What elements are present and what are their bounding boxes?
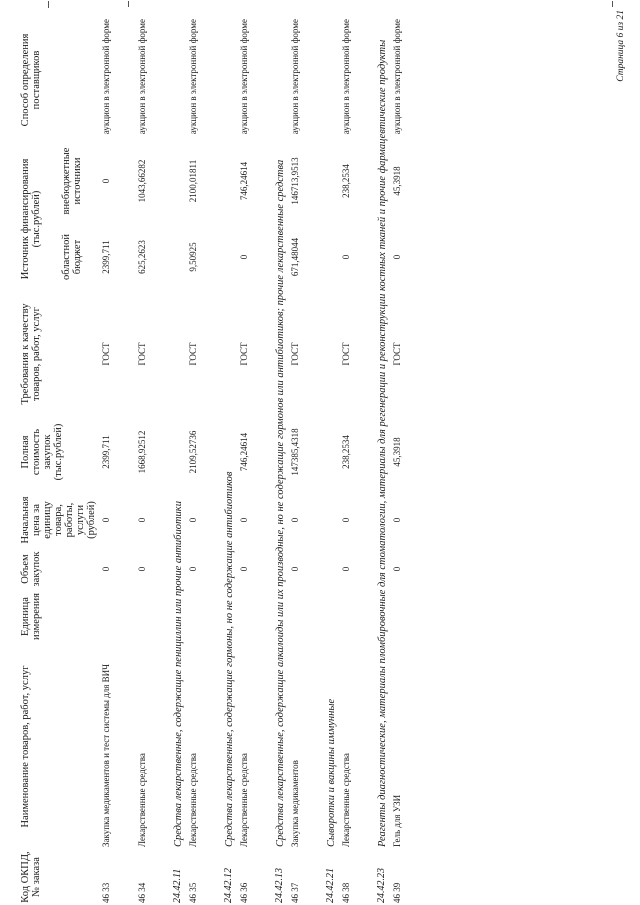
row-extra: 1043,66282 — [137, 159, 147, 203]
group-title: Сыворотки и вакцины иммунные — [326, 698, 337, 847]
row-volume: 0 — [392, 566, 402, 572]
row-req: ГОСТ — [239, 342, 249, 366]
row-code: 46 38 — [341, 882, 351, 903]
row-budget: 0 — [239, 254, 249, 260]
group-row — [324, 17, 339, 905]
row-method: аукцион в электронной форме — [341, 19, 351, 135]
row-method: аукцион в электронной форме — [290, 19, 300, 135]
row-volume: 0 — [137, 566, 147, 572]
header-volume: Объем закупок — [20, 551, 42, 587]
header-total: Полная стоимость закупок (тыс.рублей) — [20, 423, 64, 481]
row-name: Гель для УЗИ — [392, 794, 402, 847]
header-method: Способ определения поставщиков — [20, 33, 42, 127]
row-budget: 9,50925 — [188, 242, 198, 272]
row-extra: 238,2534 — [341, 164, 351, 198]
group-title: Средства лекарственные, содержащие алкалоиды или их производные, но не содержащие гормонов или антибиотиков; прочие лекарственные средства — [275, 159, 286, 847]
group-title: Средства лекарственные, содержащие пенициллин или прочие антибиотики — [173, 501, 184, 847]
row-req: ГОСТ — [392, 342, 402, 366]
row-method: аукцион в электронной форме — [188, 19, 198, 135]
row-unit — [339, 589, 375, 644]
row-budget: 0 — [392, 254, 402, 260]
row-price: 0 — [341, 517, 351, 523]
row-req: ГОСТ — [137, 342, 147, 366]
group-row — [273, 17, 288, 905]
row-total: 238,2534 — [341, 435, 351, 469]
row-code: 46 35 — [188, 882, 198, 903]
group-code: 24.42.11 — [172, 868, 183, 903]
row-total: 147385,4318 — [290, 428, 300, 476]
table-row — [135, 17, 171, 905]
header-extra: внебюджетные источники — [60, 147, 83, 215]
row-price: 0 — [290, 517, 300, 523]
group-code: 24.42.13 — [274, 868, 285, 903]
row-price: 0 — [188, 517, 198, 523]
table-row — [339, 17, 375, 905]
row-name: Лекарственные средства — [188, 753, 198, 847]
page-number: Страница 6 из 21 — [616, 10, 626, 82]
table-header — [18, 17, 99, 905]
row-unit — [186, 589, 222, 644]
header-unit-price: Начальная цена за единицу товара, работы, услуги (рублей) — [20, 496, 97, 544]
row-req: ГОСТ — [188, 342, 198, 366]
group-code: 24.42.23 — [376, 868, 387, 903]
group-title: Средства лекарственные, содержащие гормоны, но не содержащие антибиотиков — [224, 471, 235, 847]
row-total: 2399,711 — [101, 435, 111, 469]
row-unit — [237, 589, 273, 644]
row-req: ГОСТ — [290, 342, 300, 366]
row-unit — [99, 589, 135, 644]
group-code: 24.42.12 — [223, 868, 234, 903]
row-unit — [288, 589, 324, 644]
row-method: аукцион в электронной форме — [392, 19, 402, 135]
row-code: 46 37 — [290, 882, 300, 903]
row-volume: 0 — [239, 566, 249, 572]
row-extra: 2100,01811 — [188, 159, 198, 203]
header-unit: Единица измерения — [20, 593, 42, 640]
row-volume: 0 — [290, 566, 300, 572]
row-method: аукцион в электронной форме — [101, 19, 111, 135]
table-row — [99, 17, 135, 905]
header-budget: областной бюджет — [60, 234, 83, 280]
row-volume: 0 — [101, 566, 111, 572]
row-total: 1668,92512 — [137, 430, 147, 474]
header-requirements: Требования к качеству товаров, работ, услуг — [20, 303, 42, 405]
row-price: 0 — [392, 517, 402, 523]
row-budget: 2399,711 — [101, 240, 111, 274]
group-title: Реагенты диагностические, материалы пломбировочные для стоматологии, материалы для регенерации и реконструкции костных тканей и прочие фармацевтические продукты — [377, 39, 388, 847]
row-code: 46 33 — [101, 882, 111, 903]
group-row — [222, 17, 237, 905]
header-code: Код ОКПД, № заказа — [20, 851, 42, 903]
table-row — [390, 17, 426, 905]
row-price: 0 — [239, 517, 249, 523]
group-row — [171, 17, 186, 905]
row-volume: 0 — [188, 566, 198, 572]
row-code: 46 34 — [137, 882, 147, 903]
row-extra: 746,24614 — [239, 161, 249, 201]
row-unit — [135, 589, 171, 644]
row-price: 0 — [137, 517, 147, 523]
group-code: 24.42.21 — [325, 868, 336, 903]
row-name: Лекарственные средства — [341, 753, 351, 847]
row-extra: 0 — [101, 178, 111, 184]
table-row — [186, 17, 222, 905]
row-budget: 671,48044 — [290, 237, 300, 277]
row-name: Закупка медикаментов и тест системы для ВИЧ — [101, 664, 111, 847]
row-budget: 625,2623 — [137, 240, 147, 274]
row-extra: 45,3918 — [392, 166, 402, 196]
row-code: 46 39 — [392, 882, 402, 903]
row-name: Закупка медикаментов — [290, 760, 300, 847]
row-price: 0 — [101, 517, 111, 523]
row-req: ГОСТ — [341, 342, 351, 366]
row-volume: 0 — [341, 566, 351, 572]
row-method: аукцион в электронной форме — [137, 19, 147, 135]
procurement-table — [18, 17, 426, 905]
table-row — [237, 17, 273, 905]
row-req: ГОСТ — [101, 342, 111, 366]
row-unit — [390, 589, 426, 644]
row-method: аукцион в электронной форме — [239, 19, 249, 135]
table-row — [288, 17, 324, 905]
header-funding: Источник финансирования (тыс.рублей) — [20, 158, 42, 280]
row-extra: 146713,9513 — [290, 157, 300, 205]
row-total: 45,3918 — [392, 437, 402, 467]
row-name: Лекарственные средства — [137, 753, 147, 847]
row-total: 2109,52736 — [188, 430, 198, 474]
row-total: 746,24614 — [239, 432, 249, 472]
row-budget: 0 — [341, 254, 351, 260]
row-code: 46 36 — [239, 882, 249, 903]
header-name: Наименование товаров, работ, услуг — [20, 665, 31, 828]
row-name: Лекарственные средства — [239, 753, 249, 847]
group-row — [375, 17, 390, 905]
